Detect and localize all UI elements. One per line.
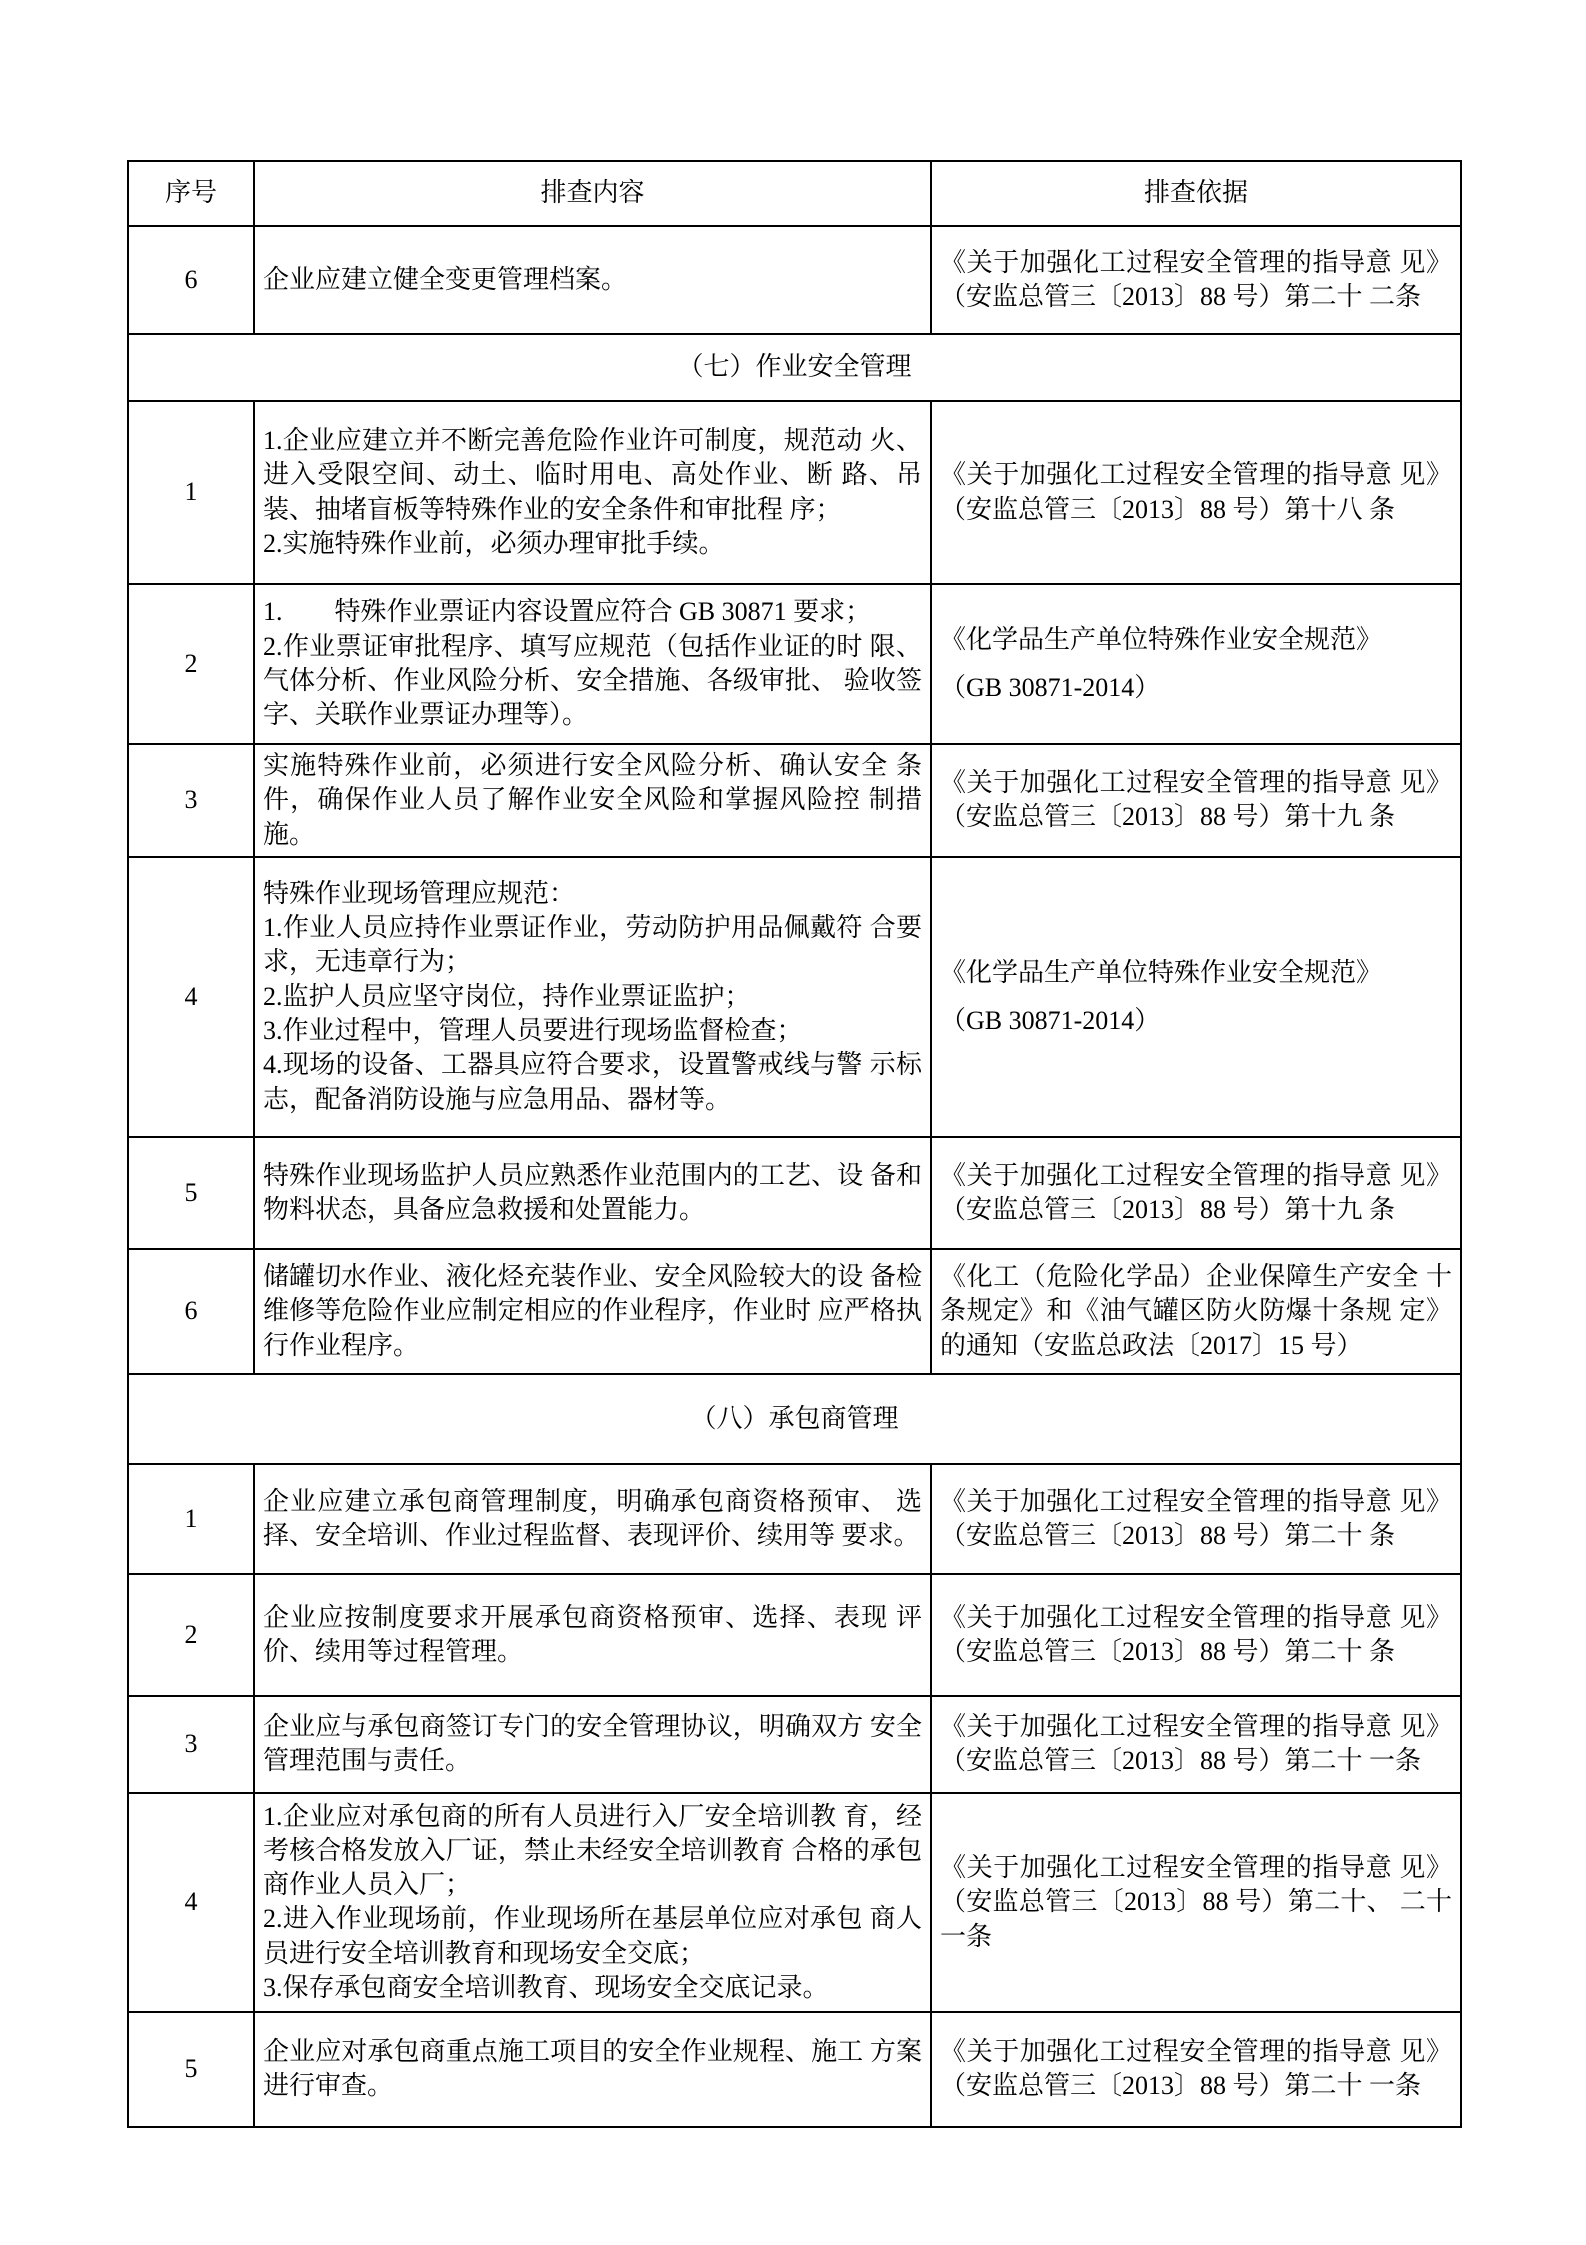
table-row	[128, 584, 1461, 744]
content-paragraph: 3.保存承包商安全培训教育、现场安全交底记录。	[263, 1973, 829, 2003]
header-inspection-content: 排查内容	[254, 161, 931, 226]
row-number: 3	[128, 744, 254, 857]
inspection-basis-cell	[931, 1137, 1461, 1249]
content-paragraph: 2.实施特殊作业前，必须办理审批手续。	[263, 528, 725, 558]
content-paragraph: 2.进入作业现场前，作业现场所在基层单位应对承包 商人员进行安全培训教育和现场安全交底；	[263, 1904, 922, 1968]
content-paragraph: 1. 特殊作业票证内容设置应符合 GB 30871 要求；	[263, 597, 872, 627]
section-title-contractor-management: （八）承包商管理	[128, 1374, 1461, 1464]
table-row	[128, 1249, 1461, 1374]
inspection-checklist-table	[127, 160, 1462, 2128]
inspection-content-cell	[254, 1464, 931, 1574]
content-paragraph: 特殊作业现场监护人员应熟悉作业范围内的工艺、设 备和物料状态，具备应急救援和处置能力。	[263, 1160, 922, 1224]
basis-paragraph: （GB 30871-2014）	[940, 1005, 1161, 1035]
content-paragraph: 1.企业应对承包商的所有人员进行入厂安全培训教 育，经考核合格发放入厂证，禁止未经安全培训教育 合格的承包商作业人员入厂；	[263, 1801, 922, 1900]
inspection-content-cell	[254, 401, 931, 584]
basis-paragraph: 《关于加强化工过程安全管理的指导意 见》（安监总管三〔2013〕88 号）第十八 条	[940, 460, 1452, 524]
table-row	[128, 1696, 1461, 1793]
content-paragraph: 企业应对承包商重点施工项目的安全作业规程、施工 方案进行审查。	[263, 2037, 922, 2101]
row-number: 6	[128, 226, 254, 334]
table-row	[128, 401, 1461, 584]
row-number: 1	[128, 401, 254, 584]
inspection-basis-cell	[931, 1464, 1461, 1574]
basis-paragraph: 《关于加强化工过程安全管理的指导意 见》（安监总管三〔2013〕88 号）第十九 条	[940, 768, 1452, 832]
content-paragraph: 企业应建立承包商管理制度，明确承包商资格预审、 选择、安全培训、作业过程监督、表现评价、续用等 要求。	[263, 1486, 922, 1550]
row-number: 5	[128, 2012, 254, 2127]
basis-paragraph: 《关于加强化工过程安全管理的指导意 见》（安监总管三〔2013〕88 号）第二十 条	[940, 1602, 1452, 1666]
content-paragraph: 4.现场的设备、工器具应符合要求，设置警戒线与警 示标志，配备消防设施与应急用品、器材等。	[263, 1050, 922, 1114]
table-row	[128, 744, 1461, 857]
inspection-content-cell	[254, 1696, 931, 1793]
inspection-content-cell	[254, 2012, 931, 2127]
row-number: 2	[128, 1574, 254, 1696]
basis-paragraph: 《关于加强化工过程安全管理的指导意 见》（安监总管三〔2013〕88 号）第二十 二条	[940, 247, 1452, 311]
row-number: 2	[128, 584, 254, 744]
basis-paragraph: （GB 30871-2014）	[940, 673, 1161, 702]
row-number: 4	[128, 857, 254, 1137]
table-row	[128, 1137, 1461, 1249]
inspection-basis-cell	[931, 1574, 1461, 1696]
table-row	[128, 226, 1461, 334]
inspection-content-cell	[254, 1137, 931, 1249]
content-paragraph: 实施特殊作业前，必须进行安全风险分析、确认安全 条件，确保作业人员了解作业安全风险和掌握风险控 制措施。	[263, 751, 922, 849]
row-number: 5	[128, 1137, 254, 1249]
section-title-row	[128, 334, 1461, 401]
inspection-content-cell	[254, 1249, 931, 1374]
section-title-work-safety: （七）作业安全管理	[128, 334, 1461, 401]
content-paragraph: 3.作业过程中，管理人员要进行现场监督检查；	[263, 1016, 803, 1046]
inspection-basis-cell	[931, 1793, 1461, 2012]
inspection-content-cell	[254, 744, 931, 857]
table-row	[128, 857, 1461, 1137]
table-row	[128, 1793, 1461, 2012]
inspection-basis-cell	[931, 401, 1461, 584]
basis-paragraph: 《化学品生产单位特殊作业安全规范》	[940, 957, 1383, 987]
table-row	[128, 1464, 1461, 1574]
inspection-content-cell	[254, 226, 931, 334]
basis-paragraph: 《关于加强化工过程安全管理的指导意 见》（安监总管三〔2013〕88 号）第二十 条	[940, 1486, 1452, 1550]
content-paragraph: 1.企业应建立并不断完善危险作业许可制度，规范动 火、进入受限空间、动土、临时用电、高处作业、断 路、吊装、抽堵盲板等特殊作业的安全条件和审批程 序；	[263, 425, 922, 524]
inspection-content-cell	[254, 857, 931, 1137]
inspection-basis-cell	[931, 2012, 1461, 2127]
content-paragraph: 企业应与承包商签订专门的安全管理协议，明确双方 安全管理范围与责任。	[263, 1712, 922, 1776]
inspection-content-cell	[254, 584, 931, 744]
inspection-basis-cell	[931, 226, 1461, 334]
row-number: 6	[128, 1249, 254, 1374]
table-header-row	[128, 161, 1461, 226]
inspection-basis-cell	[931, 1249, 1461, 1374]
header-inspection-basis: 排查依据	[931, 161, 1461, 226]
inspection-content-cell	[254, 1574, 931, 1696]
basis-paragraph: 《关于加强化工过程安全管理的指导意 见》（安监总管三〔2013〕88 号）第十九 条	[940, 1160, 1452, 1224]
basis-paragraph: 《化工（危险化学品）企业保障生产安全 十条规定》和《油气罐区防火防爆十条规 定》的通知（安监总政法〔2017〕15 号）	[940, 1261, 1452, 1360]
content-paragraph: 企业应按制度要求开展承包商资格预审、选择、表现 评价、续用等过程管理。	[263, 1602, 922, 1666]
row-number: 4	[128, 1793, 254, 2012]
section-title-row	[128, 1374, 1461, 1464]
content-paragraph: 1.作业人员应持作业票证作业，劳动防护用品佩戴符 合要求，无违章行为；	[263, 913, 922, 977]
row-number: 3	[128, 1696, 254, 1793]
content-paragraph: 企业应建立健全变更管理档案。	[263, 264, 628, 294]
content-paragraph: 2.作业票证审批程序、填写应规范（包括作业证的时 限、气体分析、作业风险分析、安全措施、各级审批、 验收签字、关联作业票证办理等）。	[263, 631, 922, 730]
basis-paragraph: 《关于加强化工过程安全管理的指导意 见》（安监总管三〔2013〕88 号）第二十 一条	[940, 2037, 1452, 2101]
basis-paragraph: 《关于加强化工过程安全管理的指导意 见》（安监总管三〔2013〕88 号）第二十 一条	[940, 1712, 1452, 1776]
inspection-content-cell	[254, 1793, 931, 2012]
inspection-basis-cell	[931, 584, 1461, 744]
table-row	[128, 2012, 1461, 2127]
table-row	[128, 1574, 1461, 1696]
header-sequence-number: 序号	[128, 161, 254, 226]
basis-paragraph: 《化学品生产单位特殊作业安全规范》	[940, 624, 1383, 654]
inspection-basis-cell	[931, 1696, 1461, 1793]
row-number: 1	[128, 1464, 254, 1574]
content-paragraph: 特殊作业现场管理应规范：	[263, 878, 576, 908]
basis-paragraph: 《关于加强化工过程安全管理的指导意 见》（安监总管三〔2013〕88 号）第二十、 二十一条	[940, 1852, 1452, 1951]
content-paragraph: 储罐切水作业、液化烃充装作业、安全风险较大的设 备检维修等危险作业应制定相应的作业程序，作业时 应严格执行作业程序。	[263, 1261, 922, 1360]
inspection-basis-cell	[931, 744, 1461, 857]
content-paragraph: 2.监护人员应坚守岗位，持作业票证监护；	[263, 981, 751, 1011]
inspection-basis-cell	[931, 857, 1461, 1137]
